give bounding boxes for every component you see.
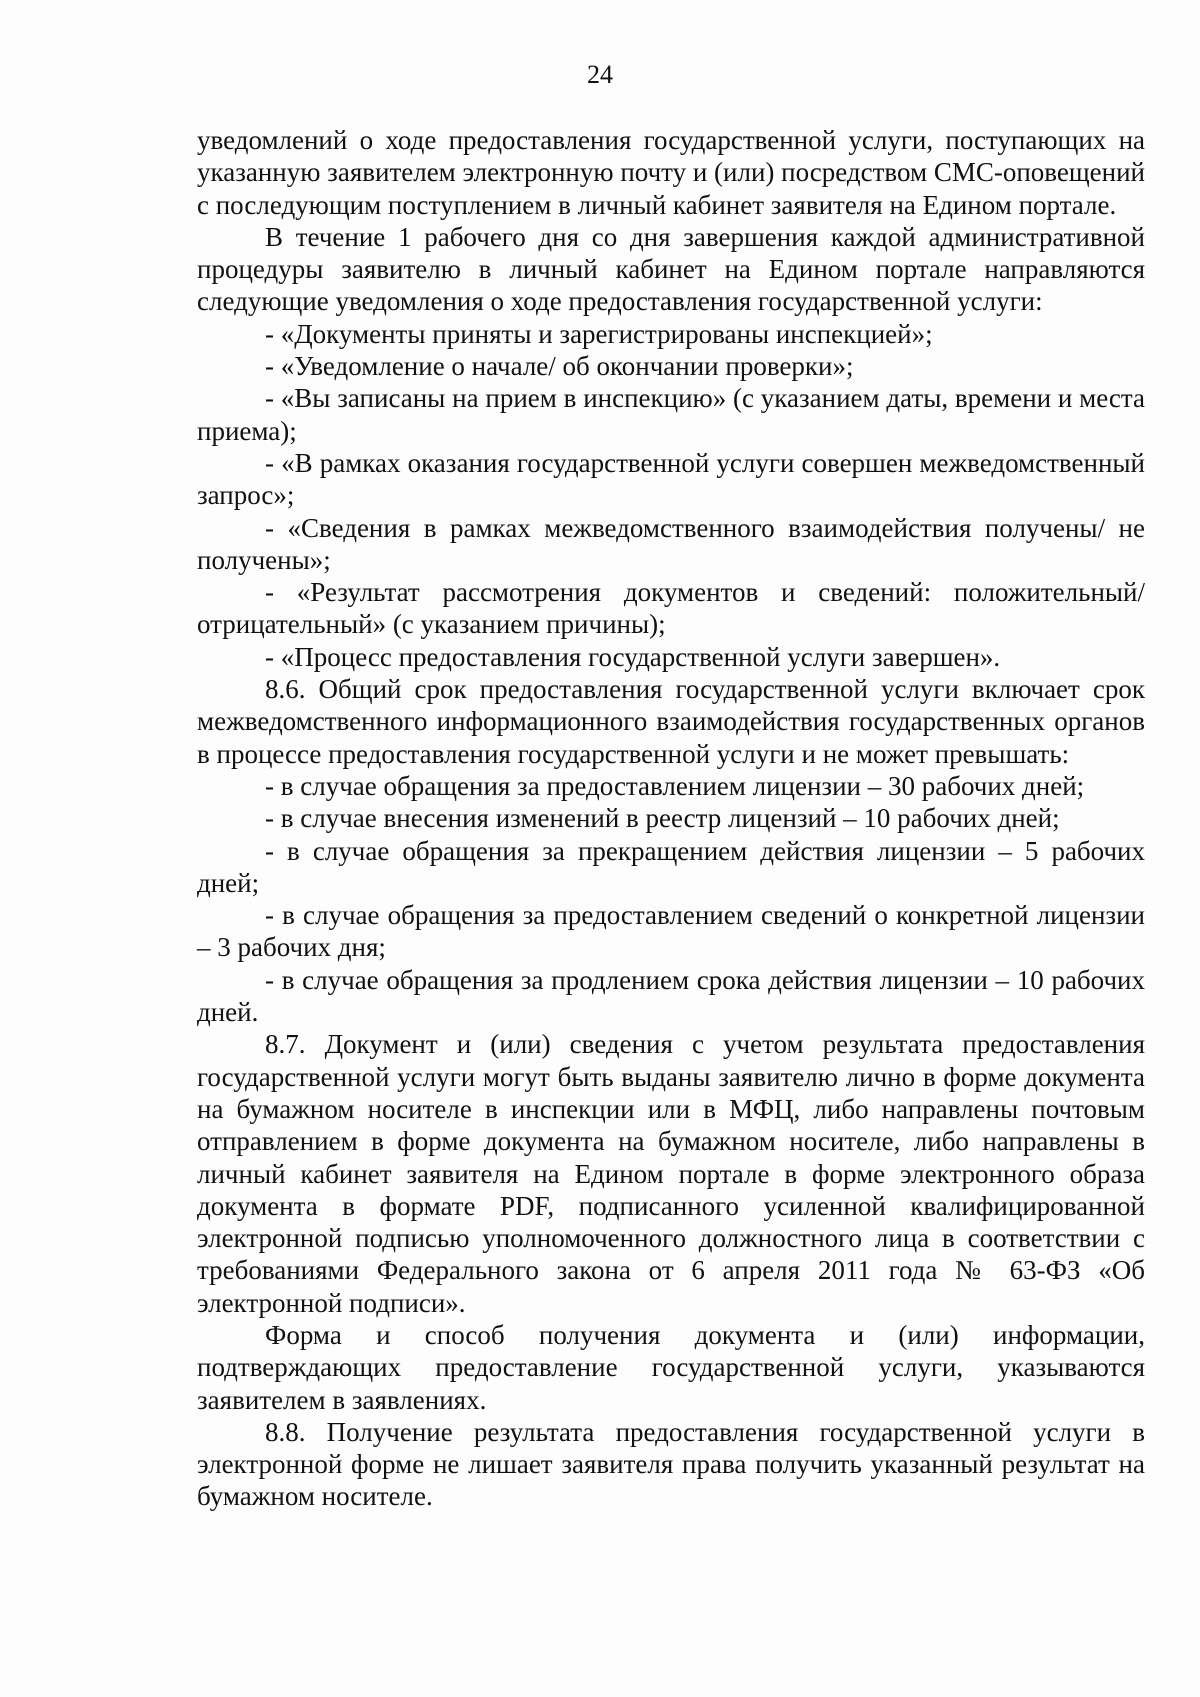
list-item: - «Уведомление о начале/ об окончании проверки»; bbox=[265, 351, 854, 382]
page-number: 24 bbox=[587, 60, 613, 89]
list-item: - «Вы записаны на прием в инспекцию» (с указанием даты, времени и места приема); bbox=[197, 383, 1145, 446]
list-item: - в случае обращения за продлением срока действия лицензии – 10 рабочих дней. bbox=[197, 964, 1145, 1028]
list-item: - в случае обращения за предоставлением сведений о конкретной лицензии – 3 рабочих дня; bbox=[197, 900, 1145, 963]
paragraph-notifications-intro: В течение 1 рабочего дня со дня завершения каждой административной процедуры заявителю в личный кабинет на Едином портале направляются следующие уведомления о ходе предоставления государственной услуги: bbox=[197, 221, 1145, 317]
list-item: - «Результат рассмотрения документов и сведений: положительный/отрицательный» (с указанием причины); bbox=[197, 577, 1145, 640]
paragraph-8-7: 8.7. Документ и (или) сведения с учетом результата предоставления государственной услуги могут быть выданы заявителю лично в форме документа на бумажном носителе в инспекции или в МФЦ, либо направлены почтовым отправлением в форме документа на бумажном носителе, либо направлены в личный кабинет заявителя на Едином портале в форме электронного образа документа в формате PDF, подписанного усиленной квалифицированной электронной подписью уполномоченного должностного лица в соответствии с требованиями Федерального закона от 6 апреля 2011 года № 63-ФЗ «Об электронной подписи». bbox=[197, 1029, 1145, 1318]
list-item: - в случае внесения изменений в реестр лицензий – 10 рабочих дней; bbox=[265, 803, 1060, 834]
paragraph-8-6: 8.6. Общий срок предоставления государственной услуги включает срок межведомственного информационного взаимодействия государственных органов в процессе предоставления государственной услуги и не может превышать: bbox=[197, 674, 1145, 769]
list-item: - в случае обращения за предоставлением лицензии – 30 рабочих дней; bbox=[265, 770, 1085, 801]
list-item: - «В рамках оказания государственной услуги совершен межведомственный запрос»; bbox=[197, 447, 1145, 511]
document-body bbox=[197, 124, 1145, 1513]
list-item: - «Документы приняты и зарегистрированы инспекцией»; bbox=[265, 318, 933, 349]
list-item: - в случае обращения за прекращением действия лицензии – 5 рабочих дней; bbox=[197, 835, 1145, 898]
paragraph-continuation: уведомлений о ходе предоставления государственной услуги, поступающих на указанную заявителем электронную почту и (или) посредством СМС-оповещений с последующим поступлением в личный кабинет заявителя на Едином портале. bbox=[197, 125, 1145, 220]
list-item: - «Сведения в рамках межведомственного взаимодействия получены/ не получены»; bbox=[197, 512, 1145, 575]
list-item: - «Процесс предоставления государственной услуги завершен». bbox=[265, 641, 1001, 672]
paragraph-8-8: 8.8. Получение результата предоставления государственной услуги в электронной форме не лишает заявителя права получить указанный результат на бумажном носителе. bbox=[197, 1416, 1145, 1512]
paragraph-form-and-method: Форма и способ получения документа и (или) информации, подтверждающих предоставление государственной услуги, указываются заявителем в заявлениях. bbox=[197, 1319, 1145, 1415]
